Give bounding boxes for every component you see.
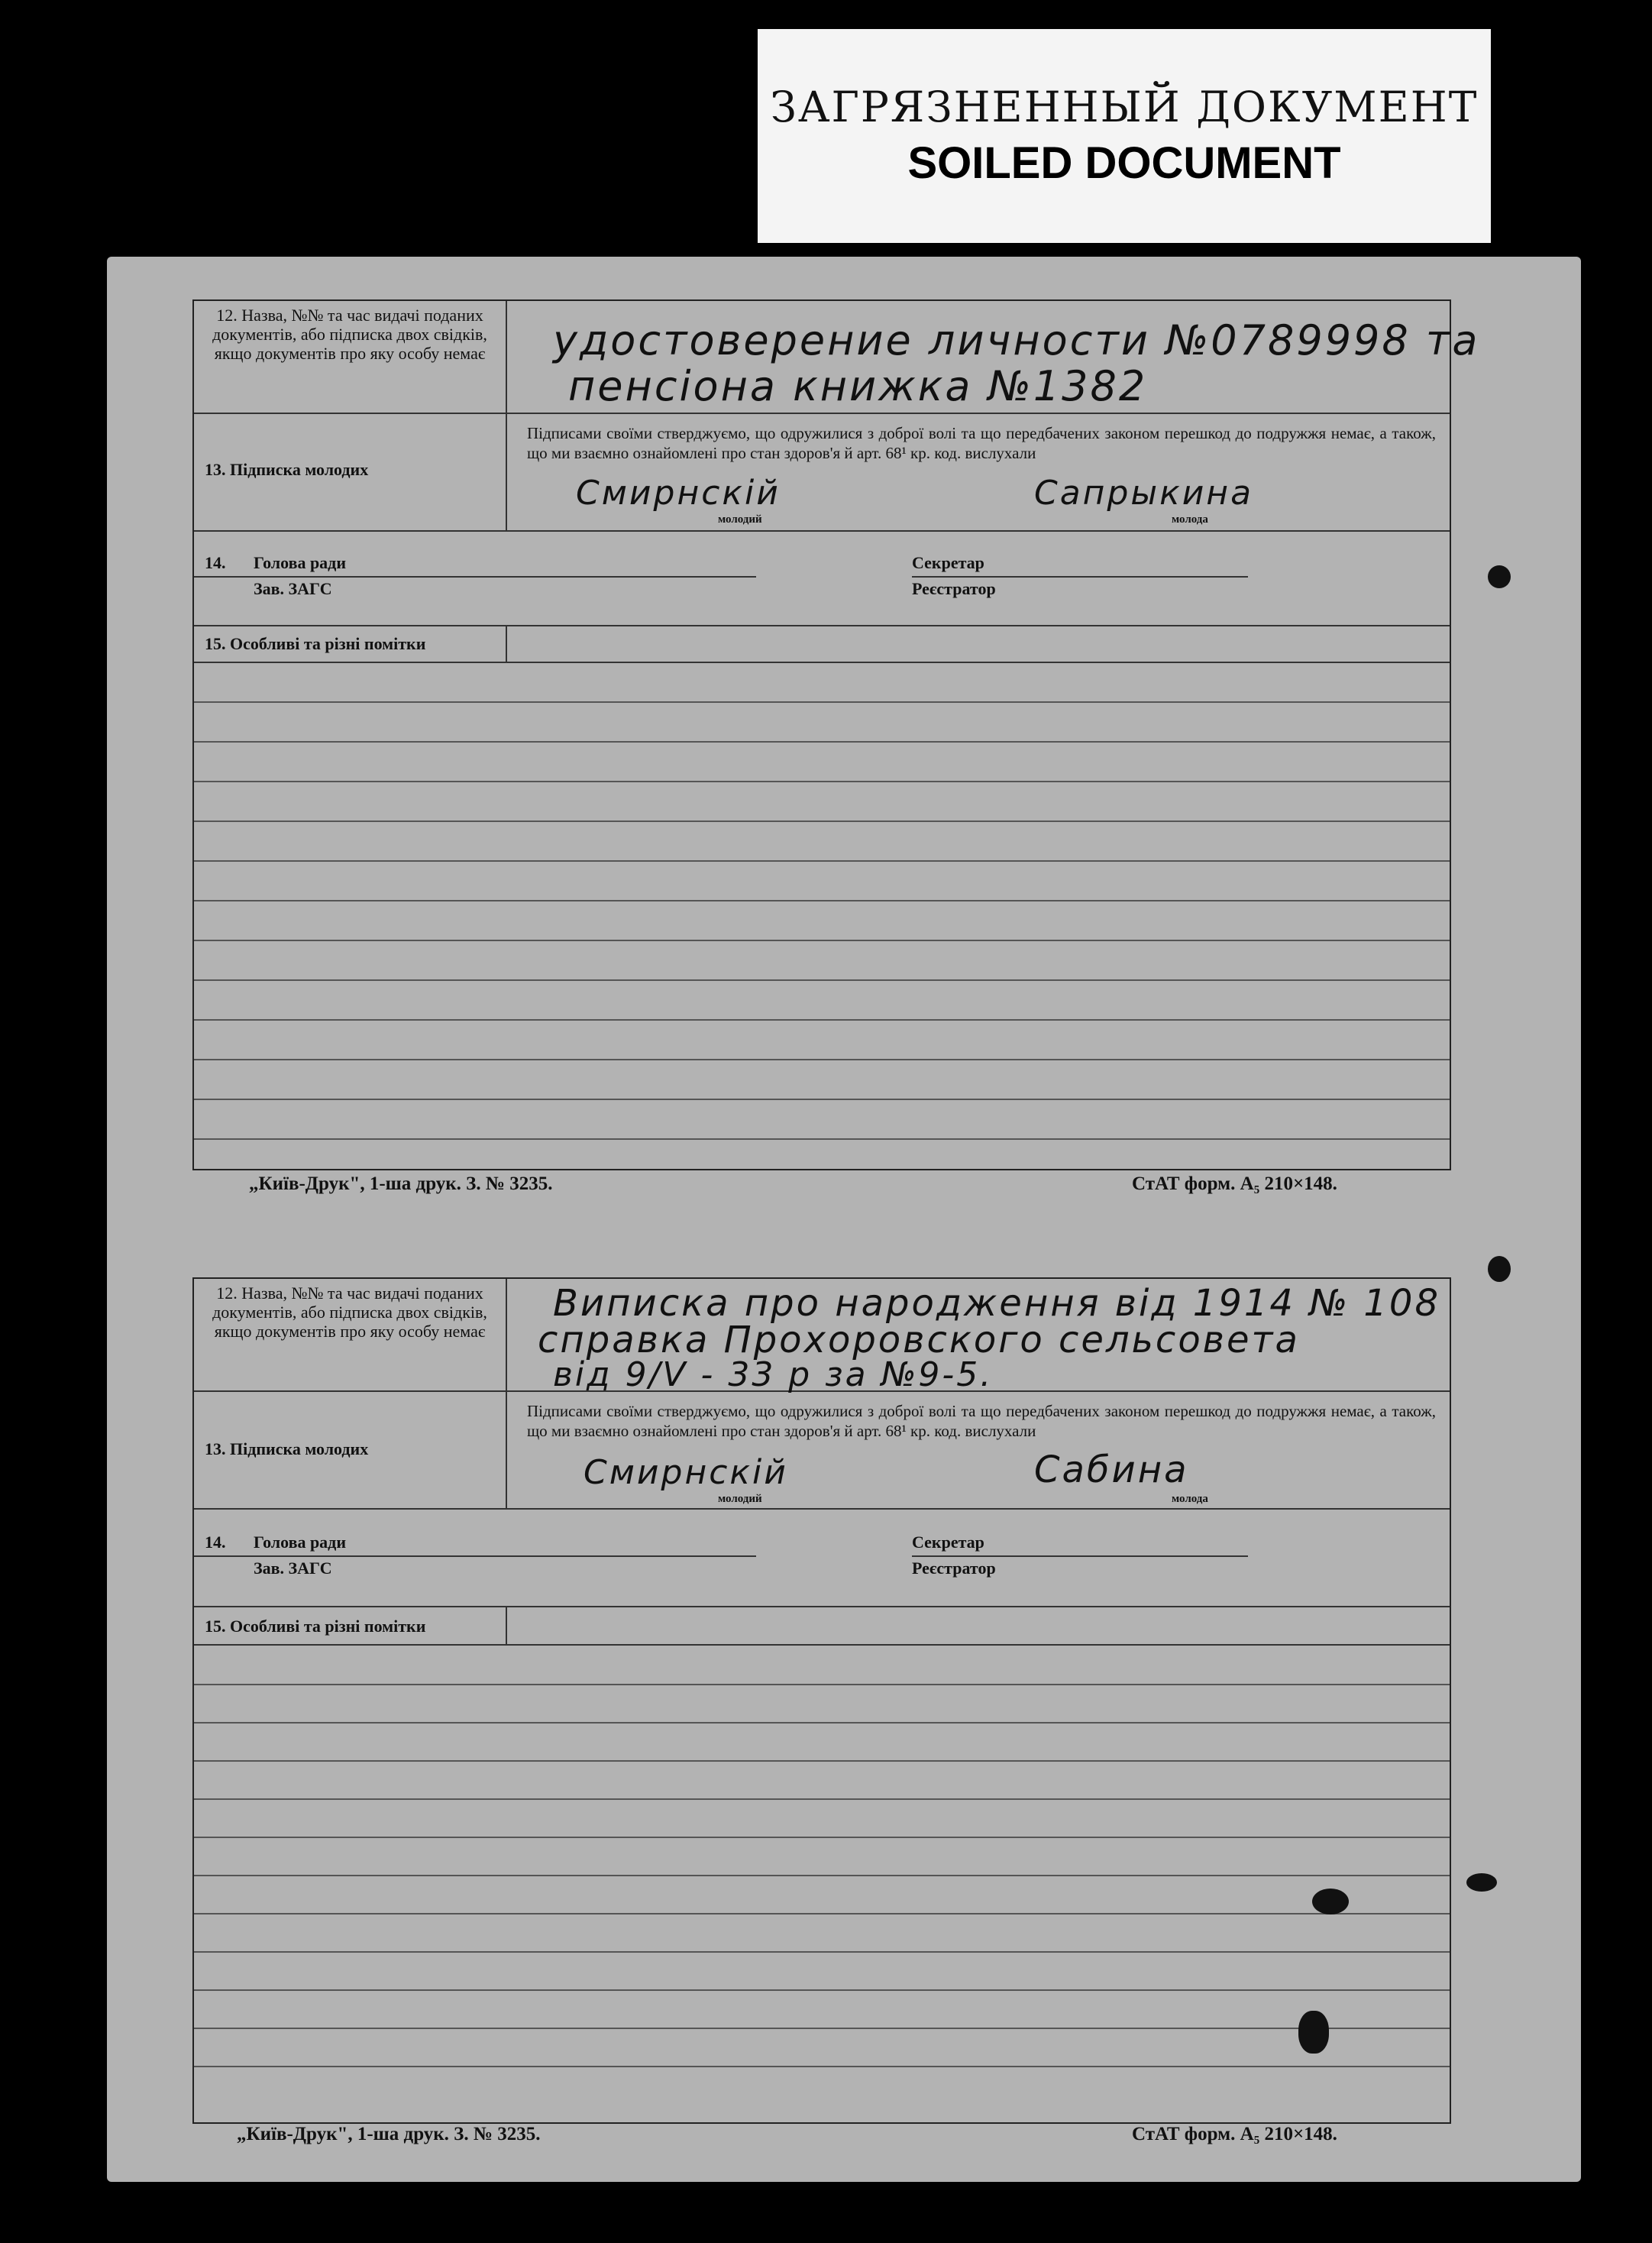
groom-signature: Смирнскій bbox=[576, 474, 781, 513]
documents-entry-line-1: удостоверение личности №0789998 та bbox=[553, 316, 1480, 364]
documents-entry-line-2: справка Прохоровского сельсовета bbox=[538, 1319, 1300, 1361]
printer-imprint-1: „Київ-Друк", 1-ша друк. З. № 3235. bbox=[249, 1173, 553, 1194]
registrar-label: Реєстратор bbox=[912, 579, 996, 598]
declaration-text: Підписами своїми стверджуємо, що одружилися з доброї волі та що передбачених законом перешкод до подружжя немає, а також, що ми взаємно ознайомлені про стан здоров'я й арт. 68¹ кр. код. вислухали bbox=[527, 424, 1436, 462]
bride-signature: Сабина bbox=[1034, 1448, 1189, 1491]
field-14-number: 14. bbox=[205, 553, 226, 572]
secretary-label: Секретар bbox=[912, 1533, 984, 1552]
field-13-label: 13. Підписка молодих bbox=[205, 1439, 369, 1458]
field-14-number: 14. bbox=[205, 1533, 226, 1552]
ink-stain bbox=[1298, 2011, 1329, 2054]
form-code-2: СтАТ форм. А₅ 210×148. bbox=[1132, 2124, 1337, 2144]
field-12-label: 12. Назва, №№ та час видачі поданих документів, або підписка двох свідків, якщо документів про яку особу немає bbox=[212, 1283, 487, 1341]
ink-stain bbox=[1312, 1889, 1349, 1914]
field-13-label: 13. Підписка молодих bbox=[205, 460, 369, 479]
marriage-record-1 bbox=[192, 299, 1480, 1170]
bride-caption: молода bbox=[1172, 1493, 1208, 1505]
zags-head-label: Зав. ЗАГС bbox=[254, 579, 332, 598]
notice-russian: ЗАГРЯЗНЕННЫЙ ДОКУМЕНТ bbox=[770, 83, 1479, 131]
documents-entry-line-2: пенсіона книжка №1382 bbox=[568, 362, 1148, 410]
declaration-text: Підписами своїми стверджуємо, що одружилися з доброї волі та що передбачених законом перешкод до подружжя немає, а також, що ми взаємно ознайомлені про стан здоров'я й арт. 68¹ кр. код. вислухали bbox=[527, 1402, 1436, 1440]
groom-signature: Смирнскій bbox=[584, 1453, 788, 1492]
secretary-label: Секретар bbox=[912, 553, 984, 572]
printer-imprint-2: „Київ-Друк", 1-ша друк. З. № 3235. bbox=[237, 2124, 541, 2144]
notice-english: SOILED DOCUMENT bbox=[907, 138, 1341, 188]
field-15-label: 15. Особливі та різні помітки bbox=[205, 634, 426, 653]
bride-signature: Сапрыкина bbox=[1034, 474, 1254, 513]
documents-entry-line-1: Виписка про народження від 1914 № 108 bbox=[553, 1282, 1441, 1325]
tear-mark bbox=[1488, 1256, 1511, 1282]
field-15-label: 15. Особливі та різні помітки bbox=[205, 1617, 426, 1636]
groom-caption: молодий bbox=[718, 1493, 762, 1505]
soiled-document-label bbox=[758, 29, 1491, 243]
head-of-council-label: Голова ради bbox=[254, 1533, 346, 1552]
tear-mark bbox=[1488, 565, 1511, 588]
form-code-1: СтАТ форм. А₅ 210×148. bbox=[1132, 1173, 1337, 1194]
groom-caption: молодий bbox=[718, 513, 762, 526]
registrar-label: Реєстратор bbox=[912, 1558, 996, 1578]
field-12-label: 12. Назва, №№ та час видачі поданих документів, або підписка двох свідків, якщо документів про яку особу немає bbox=[212, 306, 487, 363]
marriage-record-2 bbox=[192, 1277, 1451, 2124]
tear-mark bbox=[1466, 1873, 1497, 1892]
head-of-council-label: Голова ради bbox=[254, 553, 346, 572]
zags-head-label: Зав. ЗАГС bbox=[254, 1558, 332, 1578]
bride-caption: молода bbox=[1172, 513, 1208, 526]
documents-entry-line-3: від 9/V - 33 р за №9-5. bbox=[553, 1355, 994, 1394]
